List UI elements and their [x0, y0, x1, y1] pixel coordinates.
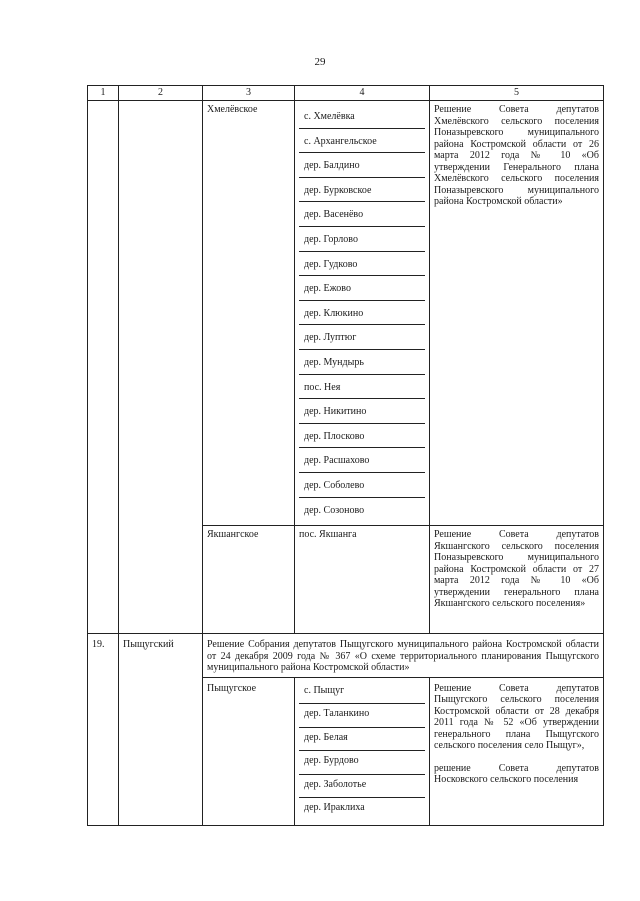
village-name: дер. Соболево	[299, 473, 425, 498]
village-name: дер. Луптюг	[299, 325, 425, 350]
village-name: дер. Клюкино	[299, 301, 425, 326]
settlement-name: Хмелёвское	[203, 101, 295, 526]
settlement-name: Пыщугское	[203, 677, 295, 825]
col-header-4: 4	[295, 86, 430, 101]
settlement-decision	[430, 677, 604, 825]
village-name: дер. Таланкино	[299, 704, 425, 728]
col-header-1: 1	[88, 86, 119, 101]
village-name: дер. Созоново	[304, 504, 365, 516]
district-cell	[119, 101, 203, 634]
village-name: дер. Горлово	[299, 227, 425, 252]
village-name: дер. Мундырь	[299, 350, 425, 375]
table-row	[88, 634, 604, 678]
village-list	[295, 101, 430, 526]
settlement-name: Якшангское	[203, 526, 295, 634]
col-header-3: 3	[203, 86, 295, 101]
village-name: пос. Якшанга	[295, 526, 430, 634]
village-name: дер. Гудково	[299, 252, 425, 277]
decision-text: Решение Совета депутатов Пыщугского сельского поселения Костромской области от 28 декабря 2011 года № 52 «Об утверждении генерального плана Пыщугского сельского поселения село Пыщуг»,	[434, 682, 599, 752]
village-name: с. Хмелёвка	[299, 104, 425, 129]
row-number-cell	[88, 101, 119, 634]
village-name: дер. Балдино	[299, 153, 425, 178]
village-name: дер. Расшахово	[299, 448, 425, 473]
village-name: дер. Бурковское	[299, 178, 425, 203]
village-name: дер. Васенёво	[299, 202, 425, 227]
decision-text: решение Совета депутатов Носковского сельского поселения	[434, 762, 599, 786]
village-name: с. Пыщуг	[299, 681, 425, 705]
village-name: дер. Ежово	[299, 276, 425, 301]
village-name: дер. Белая	[299, 728, 425, 752]
settlement-decision: Решение Совета депутатов Якшангского сельского поселения Поназыревского муниципального района Костромской области от 27 марта 2012 года № 10 «Об утверждении генерального плана Якшангского сельского поселения»	[430, 526, 604, 634]
village-name: с. Архангельское	[299, 129, 425, 154]
village-name: дер. Никитино	[299, 399, 425, 424]
village-name: дер. Бурдово	[299, 751, 425, 775]
village-name: дер. Плосково	[299, 424, 425, 449]
settlements-table	[87, 85, 604, 826]
village-name: дер. Ираклиха	[304, 802, 365, 814]
row-number: 19.	[88, 634, 119, 826]
page-number: 29	[314, 56, 326, 68]
district-decision: Решение Собрания депутатов Пыщугского муниципального района Костромской области от 24 декабря 2009 года № 367 «О схеме территориального планирования Пыщугского муниципального района Костромской области»	[203, 634, 604, 678]
village-name: дер. Заболотье	[299, 775, 425, 799]
village-list	[295, 677, 430, 825]
col-header-2: 2	[119, 86, 203, 101]
district-name: Пыщугский	[119, 634, 203, 826]
col-header-5: 5	[430, 86, 604, 101]
village-name: пос. Нея	[299, 375, 425, 400]
table-row	[88, 101, 604, 526]
settlement-decision: Решение Совета депутатов Хмелёвского сельского поселения Поназыревского муниципального района Костромской области от 26 марта 2012 года № 10 «Об утверждении Генерального плана Хмелёвского сельского поселения Поназыревского муниципального района Костромской области»	[430, 101, 604, 526]
column-numbers-row	[88, 86, 604, 101]
